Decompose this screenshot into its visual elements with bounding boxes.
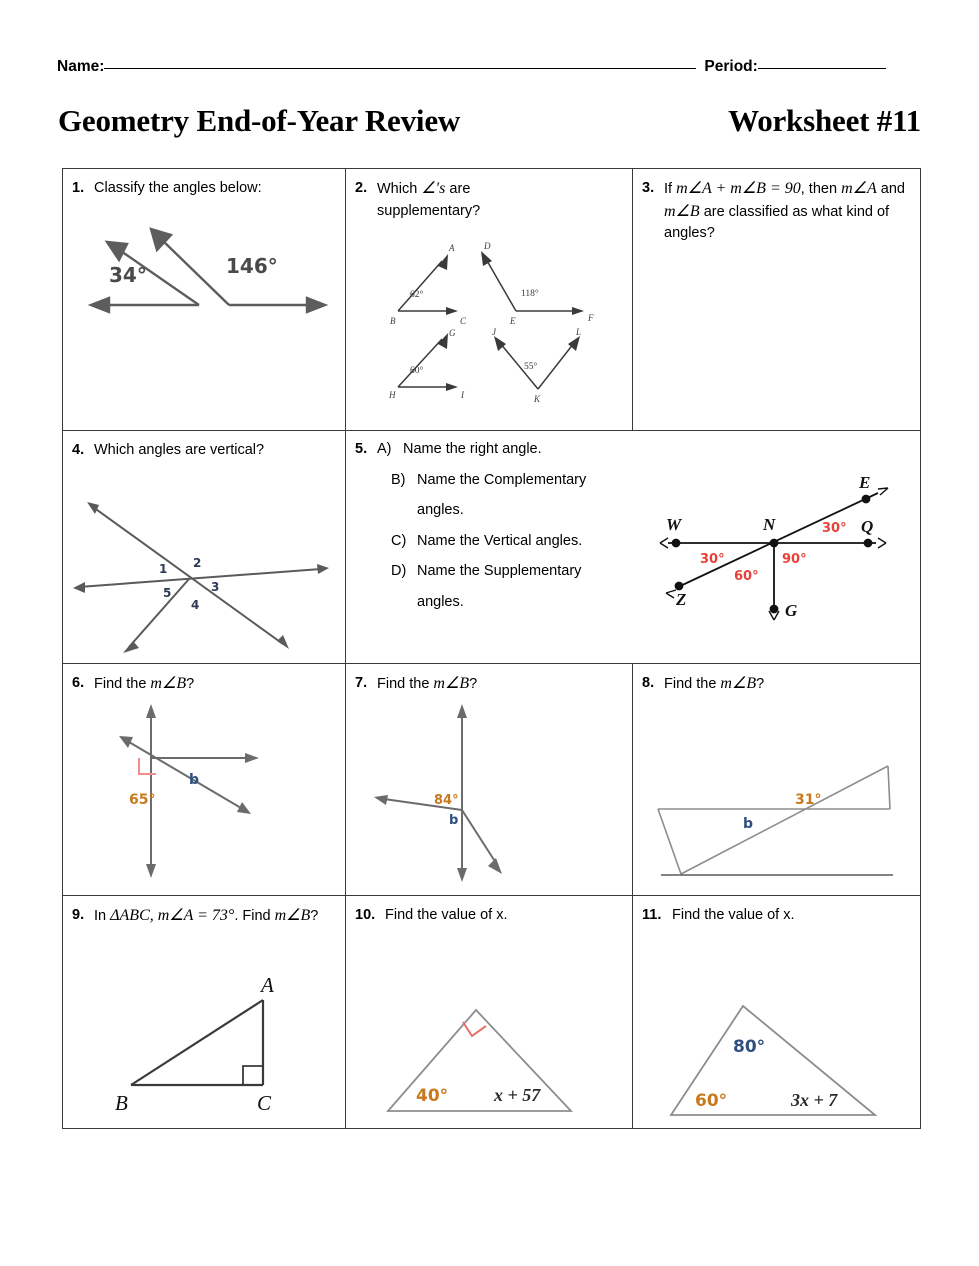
svg-text:60°: 60° xyxy=(410,366,424,376)
figure-question-2 xyxy=(388,239,628,404)
q3-line2-b: are classified xyxy=(699,203,789,220)
q3-line3: as what kind of angles? xyxy=(664,203,890,242)
svg-text:5: 5 xyxy=(163,586,172,600)
svg-text:90°: 90° xyxy=(782,552,807,567)
svg-text:40°: 40° xyxy=(416,1086,449,1106)
question-2-prompt xyxy=(377,178,624,221)
q3-line1-math: m∠A + m∠B = 90 xyxy=(676,180,801,197)
q5-text-b-cont: angles. xyxy=(417,502,464,519)
question-6-prompt xyxy=(94,673,337,696)
question-4-number: 4. xyxy=(72,442,85,458)
question-3-prompt xyxy=(664,178,912,244)
svg-text:B: B xyxy=(115,1091,128,1115)
svg-text:65°: 65° xyxy=(129,792,156,808)
svg-text:62°: 62° xyxy=(410,290,424,300)
svg-text:N: N xyxy=(763,515,776,534)
cell-question-8 xyxy=(633,664,921,896)
q2-text-line2: supplementary? xyxy=(377,202,481,219)
svg-text:A: A xyxy=(449,243,455,253)
question-grid xyxy=(62,168,921,1129)
cell-question-11 xyxy=(633,896,921,1129)
title-row xyxy=(58,103,923,145)
svg-text:31°: 31° xyxy=(795,792,822,808)
svg-text:I: I xyxy=(461,390,464,400)
question-9-text xyxy=(63,896,345,928)
q7-text-b: ? xyxy=(469,676,478,692)
q6-math: m∠B xyxy=(150,675,187,692)
svg-text:Z: Z xyxy=(676,590,687,609)
q5-text-d-cont: angles. xyxy=(417,593,464,610)
q8-math: m∠B xyxy=(720,675,757,692)
svg-text:C: C xyxy=(257,1091,272,1115)
q5-text-a: Name the right angle. xyxy=(403,441,542,457)
q3-line2-math: m∠A xyxy=(841,180,877,197)
svg-text:30°: 30° xyxy=(822,521,847,536)
cell-question-5 xyxy=(346,431,921,664)
q9-text-b: . Find xyxy=(234,908,271,924)
question-11-prompt: Find the value of x. xyxy=(672,907,795,923)
period-blank-line[interactable] xyxy=(758,68,886,69)
q5-text-c: Name the Vertical angles. xyxy=(417,532,583,549)
page-title: Geometry End-of-Year Review xyxy=(58,103,461,138)
question-4-prompt: Which angles are vertical? xyxy=(94,442,265,458)
name-label: Name: xyxy=(57,58,105,75)
name-period-line xyxy=(57,58,923,80)
cell-question-9 xyxy=(63,896,346,1129)
q8-text-a: Find the xyxy=(664,676,721,692)
svg-text:4: 4 xyxy=(191,598,200,612)
svg-text:146°: 146° xyxy=(226,254,278,278)
q2-text-b: are xyxy=(445,181,471,197)
question-3-text xyxy=(633,169,920,244)
question-4-text xyxy=(63,431,345,461)
q2-text-a: Which xyxy=(377,181,422,197)
svg-text:A: A xyxy=(261,973,274,997)
cell-question-7 xyxy=(346,664,633,896)
question-1-text xyxy=(63,169,345,199)
q6-text-a: Find the xyxy=(94,676,151,692)
svg-text:118°: 118° xyxy=(521,289,539,299)
figure-question-4 xyxy=(71,469,336,654)
figure-question-5 xyxy=(646,446,906,631)
q9-math: ΔABC, m∠A = 73° xyxy=(110,907,235,924)
question-9-number: 9. xyxy=(72,907,85,923)
cell-question-3 xyxy=(633,169,921,431)
figure-question-7 xyxy=(356,700,576,885)
q5-text-d: Name the Supplementary xyxy=(417,563,582,580)
q3-line2-math2: m∠B xyxy=(664,202,700,220)
svg-text:K: K xyxy=(534,394,541,404)
svg-text:55°: 55° xyxy=(524,362,538,372)
question-6-number: 6. xyxy=(72,675,85,691)
question-7-prompt xyxy=(377,673,624,696)
q5-letter-d: D) xyxy=(391,563,407,580)
figure-question-9 xyxy=(103,958,333,1118)
question-10-text xyxy=(346,896,632,926)
svg-text:84°: 84° xyxy=(434,793,459,808)
worksheet-number: Worksheet #11 xyxy=(728,103,921,138)
svg-text:60°: 60° xyxy=(734,569,759,584)
table-row xyxy=(63,169,921,431)
question-10-number: 10. xyxy=(355,907,376,923)
question-3-number: 3. xyxy=(642,180,655,196)
table-row xyxy=(63,431,921,664)
svg-text:1: 1 xyxy=(159,562,168,576)
question-11-text xyxy=(633,896,920,926)
svg-text:b: b xyxy=(189,772,200,788)
svg-text:3x + 7: 3x + 7 xyxy=(791,1090,838,1110)
svg-text:2: 2 xyxy=(193,556,202,570)
svg-text:G: G xyxy=(449,328,456,338)
svg-text:G: G xyxy=(785,601,798,620)
q8-text-b: ? xyxy=(756,676,765,692)
q3-line2-a: and xyxy=(876,181,905,197)
svg-text:L: L xyxy=(576,327,582,337)
table-row xyxy=(63,896,921,1129)
name-blank-line[interactable] xyxy=(104,68,696,69)
svg-text:B: B xyxy=(390,316,396,326)
figure-question-1 xyxy=(81,217,331,337)
svg-text:F: F xyxy=(588,313,594,323)
q5-letter-d-cont xyxy=(391,592,417,613)
cell-question-10 xyxy=(346,896,633,1129)
question-9-prompt xyxy=(94,905,337,928)
svg-text:J: J xyxy=(492,327,496,337)
q5-letter-b: B) xyxy=(391,471,406,488)
svg-text:b: b xyxy=(449,813,459,828)
svg-text:Q: Q xyxy=(861,517,874,536)
q7-math: m∠B xyxy=(433,675,470,692)
question-8-prompt xyxy=(664,673,912,696)
svg-text:80°: 80° xyxy=(733,1037,766,1057)
svg-text:60°: 60° xyxy=(695,1091,728,1111)
question-10-prompt: Find the value of x. xyxy=(385,907,508,923)
q2-angle-symbol: ∠′s xyxy=(421,180,446,197)
q5-letter-b-cont xyxy=(391,500,417,521)
question-2-text xyxy=(346,169,632,221)
q9-text-c: ? xyxy=(310,908,319,924)
q6-text-b: ? xyxy=(186,676,195,692)
figure-question-8 xyxy=(643,704,913,884)
cell-question-6 xyxy=(63,664,346,896)
q5-letter-a: A) xyxy=(377,441,392,457)
svg-text:H: H xyxy=(389,390,396,400)
q5-text-b: Name the Complementary xyxy=(417,471,587,488)
svg-text:W: W xyxy=(666,515,682,534)
question-1-number: 1. xyxy=(72,180,85,196)
svg-text:b: b xyxy=(743,816,754,832)
cell-question-1 xyxy=(63,169,346,431)
svg-text:34°: 34° xyxy=(109,263,147,287)
figure-question-10 xyxy=(356,958,621,1123)
question-11-number: 11. xyxy=(642,907,662,923)
question-1-prompt: Classify the angles below: xyxy=(94,180,262,196)
period-label: Period: xyxy=(704,58,758,75)
question-2-number: 2. xyxy=(355,180,368,196)
svg-text:E: E xyxy=(510,316,516,326)
q3-line1-a: If xyxy=(664,181,677,197)
figure-question-11 xyxy=(643,958,908,1123)
question-7-number: 7. xyxy=(355,675,368,691)
question-8-number: 8. xyxy=(642,675,655,691)
svg-text:E: E xyxy=(859,473,871,492)
svg-text:D: D xyxy=(484,241,491,251)
svg-text:30°: 30° xyxy=(700,552,725,567)
q9-text-a: In xyxy=(94,908,111,924)
question-7-text xyxy=(346,664,632,696)
svg-text:x + 57: x + 57 xyxy=(494,1085,541,1105)
cell-question-2 xyxy=(346,169,633,431)
q9-math2: m∠B xyxy=(274,907,311,924)
svg-text:3: 3 xyxy=(211,580,220,594)
q7-text-a: Find the xyxy=(377,676,434,692)
question-5-number: 5. xyxy=(355,441,368,457)
question-6-text xyxy=(63,664,345,696)
figure-question-6 xyxy=(101,700,301,880)
q5-letter-c: C) xyxy=(391,532,407,549)
svg-text:C: C xyxy=(460,316,467,326)
q3-line1-b: , then xyxy=(800,181,838,197)
cell-question-4 xyxy=(63,431,346,664)
table-row xyxy=(63,664,921,896)
question-8-text xyxy=(633,664,920,696)
